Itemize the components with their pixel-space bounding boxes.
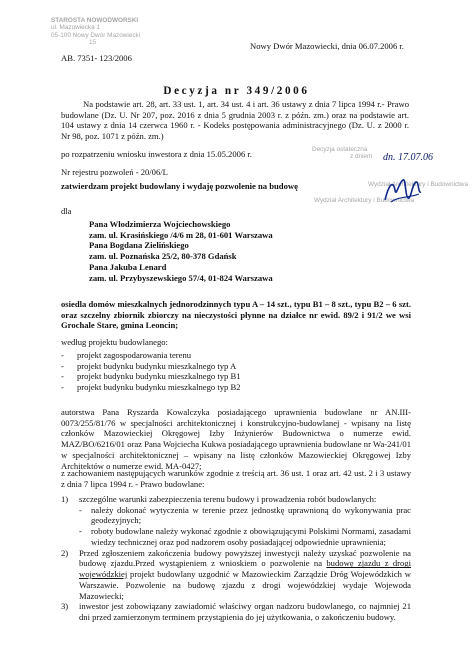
condition-text-underlined: budowę zjazdu z drogi wojewódzkiej (79, 558, 411, 580)
condition-number: 3) (61, 601, 69, 612)
authors-paragraph: autorstwa Pana Ryszarda Kowalczyka posiadającego uprawnienia budowlane nr AN.III-0073/255/81/76 w specjalności architektonicznej i konstrukcyjno-budowlanej - wpisany na listę członków Mazowieckiej Okręgowej Izby Inżynierów Budownictwa o numerze ewid. MAZ/BO/6216/01 oraz Pana Wojciecha Kukwa posiadającego uprawnienia budowlane nr Wa-241/01 w specjalności architektonicznej – wpisany na listę członków Mazowieckiej Okręgowej Izby Architektów o numerze ewid. MA-0427; (61, 407, 411, 471)
condition-subitems (79, 505, 411, 548)
design-intro: według projektu budowlanego: (61, 337, 168, 347)
investor-line: Pana Bogdana Zielińskiego (89, 240, 189, 251)
design-item: - projekt budynku budynku mieszkalnego typ B1 (61, 371, 361, 382)
design-item: - projekt zagospodarowania terenu (61, 350, 361, 361)
condition-text: projekt budowlany uzgodnić w Mazowieckim Zarządzie Dróg Wojewódzkich w Warszawie. Pozwolenie na budowę zjazdu z drogi wojewódzkiej wydaje Wojewoda Mazowiecki; (79, 569, 411, 601)
office-stamp-line: STAROSTA NOWODWORSKI (51, 17, 139, 24)
investors-list (89, 219, 273, 283)
legal-basis: Na podstawie art. 28, art. 33 ust. 1, art. 34 ust. 4 i art. 36 ustawy z dnia 7 lipca 1994 r.- Prawo budowlane (Dz. U. Nr 207, poz. 2016 z dnia 5 grudnia 2003 r. z późn. zm.) oraz na podstawie art. 104 ustawy z dnia 14 czerwca 1960 r. - Kodeks postępowania administracyjnego (Dz. U. z 2000 r. Nr 98, poz. 1071 z późn. zm.) (61, 99, 409, 142)
investor-line: zam. ul. Przybyszewskiego 57/4, 01-824 Warszawa (89, 272, 273, 283)
place-date: Nowy Dwór Mazowiecki, dnia 06.07.2006 r. (250, 41, 404, 51)
conditions-intro: z zachowaniem następujących warunków zgodnie z treścią art. 36 ust. 1 oraz art. 42 ust. 2 i 3 ustawy z dnia 7 lipca 1994 r. - Prawo budowlane: (61, 468, 411, 489)
application-line: po rozpatrzeniu wniosku inwestora z dnia 15.05.2006 r. (61, 149, 252, 159)
document-title: Decyzja nr 349/2006 (163, 85, 310, 97)
finality-stamp-line: z dniem (350, 153, 373, 161)
investor-line: Pana Włodzimierza Wojciechowskiego (89, 219, 231, 229)
condition-number: 1) (61, 494, 69, 504)
investor-line: Pana Jakuba Lenard (89, 261, 167, 272)
condition-subitem: - należy dokonać wytyczenia w terenie przez jednostkę uprawnioną do wykonywania prac geodezyjnych; (79, 505, 411, 526)
condition-text: Przed zgłoszeniem zakończenia budowy powyższej inwestycji należy uzyskać pozwolenie na budowę zjazdu.Przed wystąpieniem z wnioskiem o pozwolenie na (79, 547, 411, 569)
design-item: - projekt budynku budynku mieszkalnego typ B2 (61, 382, 361, 393)
investor-line: zam. ul. Poznańska 25/2, 80-378 Gdańsk (89, 251, 237, 262)
investor-line: zam. ul. Krasińskiego /4/6 m 28, 01-601 Warszawa (89, 229, 273, 240)
condition-subitem: - roboty budowlane należy wykonać zgodnie z obowiązującymi Polskimi Normami, zasadami wiedzy technicznej oraz pod nadzorem osoby posiadającej odpowiednie uprawnienia; (79, 526, 411, 547)
finality-stamp-line: Wydział Architektury i Budownictwa (314, 197, 415, 204)
conditions-list (61, 494, 411, 623)
condition-number: 2) (61, 547, 69, 558)
for-label: dla (61, 206, 72, 216)
finality-stamp-line: Wydział Architektury i Budownictwa (368, 181, 469, 188)
reference-number: AB. 7351- 123/2006 (61, 53, 132, 63)
handwritten-date: dn. 17.07.06 (383, 152, 433, 163)
register-line: Nr rejestru pozwoleń - 20/06/L (61, 167, 168, 177)
condition-text: inwestor jest zobowiązany zawiadomić właściwy organ nadzoru budowlanego, co najmniej 21 dni przed zamierzonym terminem przystąpienia do jej użytkowania, o zakończeniu budowy. (79, 601, 411, 623)
finality-stamp-line: Decyzja ostateczna (312, 146, 368, 153)
condition-item (61, 601, 411, 622)
design-items (61, 350, 361, 393)
condition-item (61, 548, 411, 602)
condition-item (61, 494, 411, 548)
condition-text: szczególne warunki zabezpieczenia terenu budowy i prowadzenia robót budowlanych: (79, 494, 377, 504)
office-stamp (51, 17, 171, 46)
office-stamp-line: ul. Mazowiecka 1 (51, 24, 101, 32)
office-stamp-line: 05-100 Nowy Dwór Mazowiecki (51, 31, 141, 39)
design-item: - projekt budynku budynku mieszkalnego typ A (61, 361, 361, 372)
signature (381, 176, 425, 206)
project-description: osiedla domów mieszkalnych jednorodzinnych typu A – 14 szt., typu B1 – 8 szt., typu B2 – 6 szt. oraz szczelny zbiornik zbiorczy na nieczystości płynne na działce nr ewid. 89/2 i 91/2 we wsi Grochale Stare, gmina Leoncin; (61, 299, 411, 331)
office-stamp-line: 15 (89, 39, 97, 47)
approval-line: zatwierdzam projekt budowlany i wydaję pozwolenie na budowę (61, 181, 298, 191)
